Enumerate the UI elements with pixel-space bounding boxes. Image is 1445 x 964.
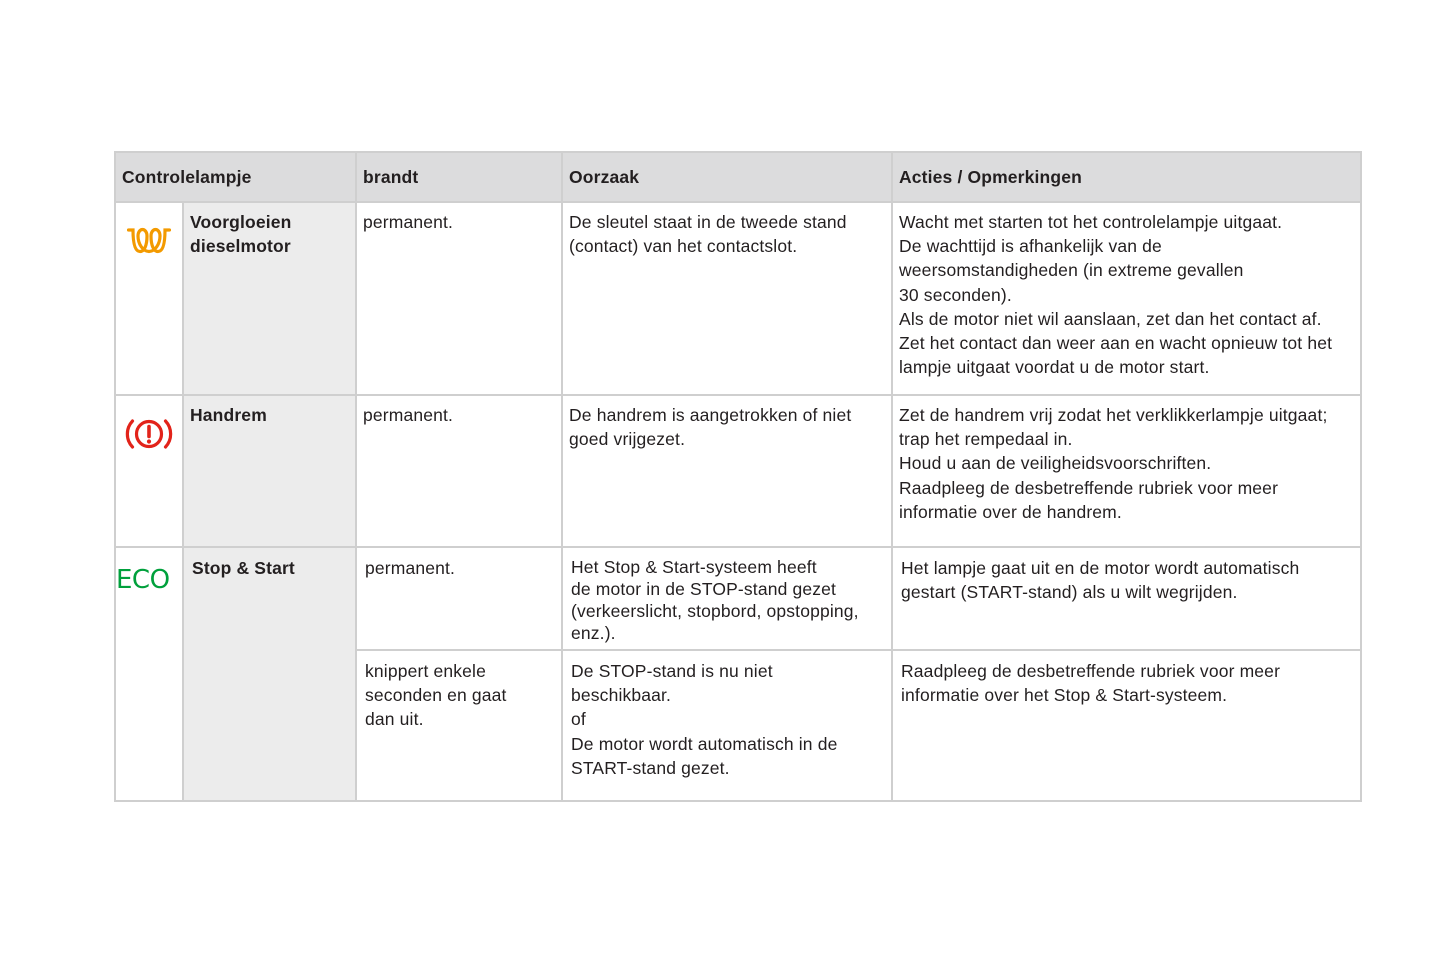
header-acties: Acties / Opmerkingen (892, 152, 1361, 202)
actions-text: lampje uitgaat voordat u de motor start. (899, 357, 1210, 378)
lamp-name-cell (183, 202, 356, 395)
table-row (115, 202, 1361, 395)
actions-text: informatie over het Stop & Start-systeem. (901, 685, 1228, 706)
cause-text: de motor in de STOP-stand gezet (571, 579, 837, 599)
cause-text: De handrem is aangetrokken of niet (569, 405, 852, 425)
state-text: knippert enkele (365, 661, 486, 681)
actions-text: 30 seconden). (899, 284, 1012, 305)
actions-cell (892, 202, 1361, 395)
cause-text: De sleutel staat in de tweede stand (569, 212, 847, 232)
cause-text: Het Stop & Start-systeem heeft (571, 557, 817, 577)
actions-text: Wacht met starten tot het controlelampje uitgaat. (899, 212, 1283, 232)
state-text: permanent. (363, 405, 454, 425)
actions-text: gestart (START-stand) als u wilt wegrijden. (901, 582, 1238, 603)
cause-text: goed vrijgezet. (569, 429, 686, 450)
cause-cell (562, 395, 892, 547)
parking-brake-icon (125, 416, 173, 452)
lamp-name: dieselmotor (190, 236, 291, 257)
actions-text: trap het rempedaal in. (899, 429, 1073, 450)
actions-text: Houd u aan de veiligheidsvoorschriften. (899, 453, 1212, 474)
actions-text: De wachttijd is afhankelijk van de (899, 236, 1162, 257)
state-cell (356, 650, 562, 801)
lamp-name-cell (183, 395, 356, 547)
glow-plug-icon (127, 225, 171, 255)
state-text: permanent. (365, 558, 456, 578)
actions-cell (892, 547, 1361, 650)
actions-text: Zet de handrem vrij zodat het verklikkerlampje uitgaat; (899, 405, 1328, 425)
table-header-row (115, 152, 1361, 202)
cause-text: De motor wordt automatisch in de (571, 733, 838, 754)
state-text: dan uit. (365, 709, 424, 730)
cause-text: beschikbaar. (571, 685, 672, 706)
lamp-name: Voorgloeien (190, 212, 292, 232)
icon-cell (115, 547, 183, 801)
cause-cell (562, 202, 892, 395)
actions-cell (892, 395, 1361, 547)
cause-text: of (571, 709, 586, 730)
cause-text: enz.). (571, 623, 616, 643)
table-row (115, 395, 1361, 547)
state-cell (356, 202, 562, 395)
state-text: permanent. (363, 212, 454, 232)
actions-text: Zet het contact dan weer aan en wacht opnieuw tot het (899, 333, 1333, 354)
header-oorzaak: Oorzaak (562, 152, 892, 202)
cause-cell (562, 650, 892, 801)
cause-text: (verkeerslicht, stopbord, opstopping, (571, 601, 859, 621)
icon-cell (115, 395, 183, 547)
lamp-name: Stop & Start (192, 558, 295, 578)
header-controlelampje: Controlelampje (115, 152, 356, 202)
header-brandt: brandt (356, 152, 562, 202)
cause-cell (562, 547, 892, 650)
actions-text: Raadpleeg de desbetreffende rubriek voor meer (901, 661, 1281, 681)
actions-text: weersomstandigheden (in extreme gevallen (899, 260, 1244, 281)
cause-text: (contact) van het contactslot. (569, 236, 798, 257)
state-cell (356, 547, 562, 650)
state-cell (356, 395, 562, 547)
lamp-name: Handrem (190, 405, 267, 425)
actions-text: Het lampje gaat uit en de motor wordt automatisch (901, 558, 1300, 578)
table-row (115, 547, 1361, 650)
warning-lights-table (114, 151, 1362, 802)
actions-text: informatie over de handrem. (899, 501, 1122, 522)
lamp-name-cell (183, 547, 356, 801)
cause-text: START-stand gezet. (571, 757, 730, 778)
eco-icon (115, 563, 181, 593)
icon-cell (115, 202, 183, 395)
state-text: seconden en gaat (365, 685, 507, 706)
actions-text: Als de motor niet wil aanslaan, zet dan het contact af. (899, 308, 1322, 329)
eco-icon-text: ECO (116, 565, 170, 593)
actions-text: Raadpleeg de desbetreffende rubriek voor meer (899, 477, 1279, 498)
cause-text: De STOP-stand is nu niet (571, 661, 773, 681)
actions-cell (892, 650, 1361, 801)
